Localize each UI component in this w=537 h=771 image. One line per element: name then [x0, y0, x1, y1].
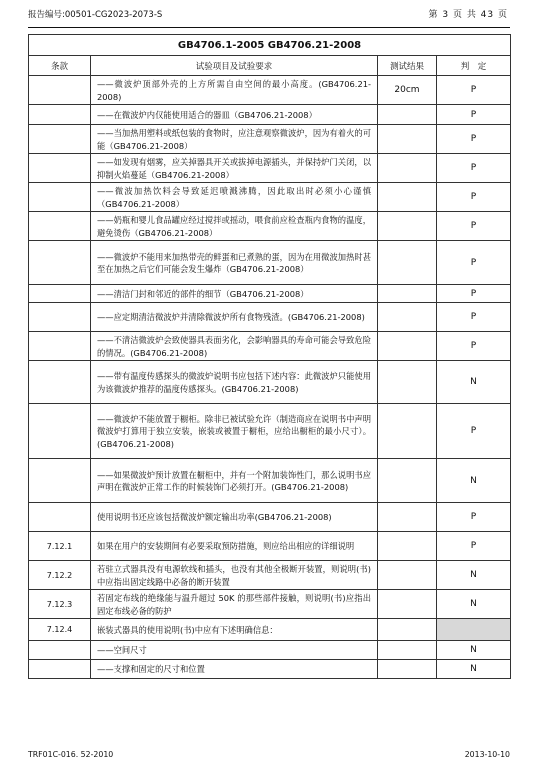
verdict-cell: P	[437, 332, 511, 361]
clause-cell	[29, 332, 91, 361]
requirement-cell: ——当加热用塑料或纸包装的食物时，应注意观察微波炉，因为有着火的可能（GB4706.21-2008）	[91, 125, 378, 154]
result-cell	[378, 285, 437, 303]
table-row	[29, 105, 511, 125]
table-row	[29, 660, 511, 679]
verdict-cell: P	[437, 241, 511, 285]
table-row	[29, 212, 511, 241]
clause-cell	[29, 361, 91, 404]
page-info: 第 3 页 共 43 页	[428, 10, 508, 20]
table-row	[29, 332, 511, 361]
verdict-cell: P	[437, 503, 511, 532]
table-row	[29, 532, 511, 561]
clause-cell: 7.12.3	[29, 590, 91, 619]
result-cell: 20cm	[378, 76, 437, 105]
requirement-cell: ——清洁门封和邻近的部件的细节（GB4706.21-2008）	[91, 285, 378, 303]
table-row	[29, 241, 511, 285]
table-row	[29, 561, 511, 590]
clause-cell	[29, 285, 91, 303]
verdict-cell: P	[437, 154, 511, 183]
col-header-clause: 条款	[29, 56, 91, 76]
result-cell	[378, 503, 437, 532]
requirement-cell: ——微波加热饮料会导致延迟喷溅沸腾，因此取出时必须小心谨慎（GB4706.21-2008）	[91, 183, 378, 212]
verdict-cell: N	[437, 561, 511, 590]
table-row	[29, 361, 511, 404]
clause-cell	[29, 125, 91, 154]
requirement-cell: ——在微波炉内仅能使用适合的器皿（GB4706.21-2008）	[91, 105, 378, 125]
requirement-cell: ——不清洁微波炉会致使器具表面劣化，会影响器具的寿命可能会导致危险的情况。(GB4706.21-2008)	[91, 332, 378, 361]
page-header	[28, 0, 510, 28]
requirement-cell: ——微波炉不能用来加热带壳的鲜蛋和已煮熟的蛋，因为在用微波加热时甚至在加热之后它们可能会发生爆炸（GB4706.21-2008）	[91, 241, 378, 285]
clause-cell	[29, 241, 91, 285]
requirement-cell: ——带有温度传感探头的微波炉说明书应包括下述内容：此微波炉只能使用为该微波炉推荐的温度传感探头。(GB4706.21-2008)	[91, 361, 378, 404]
clause-cell	[29, 660, 91, 679]
clause-cell: 7.12.2	[29, 561, 91, 590]
table-row	[29, 503, 511, 532]
clause-cell	[29, 105, 91, 125]
requirement-cell: 嵌装式器具的使用说明(书)中应有下述明确信息：	[91, 619, 378, 641]
col-header-verdict: 判 定	[437, 56, 511, 76]
test-results-table	[28, 34, 511, 679]
clause-cell	[29, 503, 91, 532]
table-row	[29, 590, 511, 619]
verdict-cell: P	[437, 125, 511, 154]
requirement-cell: ——如果微波炉预计放置在橱柜中，并有一个附加装饰性门，那么说明书应声明在微波炉正常工作的时候装饰门必须打开。(GB4706.21-2008)	[91, 459, 378, 503]
table-row	[29, 619, 511, 641]
clause-cell	[29, 404, 91, 459]
verdict-cell: P	[437, 404, 511, 459]
table-row	[29, 285, 511, 303]
verdict-cell: N	[437, 660, 511, 679]
verdict-cell: P	[437, 76, 511, 105]
clause-cell	[29, 183, 91, 212]
clause-cell	[29, 303, 91, 332]
result-cell	[378, 532, 437, 561]
result-cell	[378, 303, 437, 332]
result-cell	[378, 404, 437, 459]
requirement-cell: ——支撑和固定的尺寸和位置	[91, 660, 378, 679]
table-row	[29, 303, 511, 332]
result-cell	[378, 590, 437, 619]
requirement-cell: ——奶瓶和婴儿食品罐应经过搅拌或摇动，喂食前应检查瓶内食物的温度，避免烫伤（GB4706.21-2008）	[91, 212, 378, 241]
clause-cell	[29, 641, 91, 660]
result-cell	[378, 105, 437, 125]
result-cell	[378, 154, 437, 183]
col-header-requirement: 试验项目及试验要求	[91, 56, 378, 76]
header-rule	[28, 27, 510, 28]
result-cell	[378, 212, 437, 241]
col-header-result: 测试结果	[378, 56, 437, 76]
verdict-cell: P	[437, 183, 511, 212]
clause-cell	[29, 154, 91, 183]
clause-cell	[29, 459, 91, 503]
table-row	[29, 404, 511, 459]
clause-cell	[29, 212, 91, 241]
result-cell	[378, 619, 437, 641]
requirement-cell: ——应定期清洁微波炉并清除微波炉所有食物残渣。(GB4706.21-2008)	[91, 303, 378, 332]
result-cell	[378, 183, 437, 212]
requirement-cell: 使用说明书还应该包括微波炉额定输出功率(GB4706.21-2008)	[91, 503, 378, 532]
table-row	[29, 641, 511, 660]
requirement-cell: ——空间尺寸	[91, 641, 378, 660]
requirement-cell: 如果在用户的安装期间有必要采取预防措施，则应给出相应的详细说明	[91, 532, 378, 561]
verdict-cell: P	[437, 285, 511, 303]
verdict-cell: N	[437, 361, 511, 404]
form-number: TRF01C-016. 52-2010	[28, 750, 114, 759]
requirement-cell: ——微波炉顶部外壳的上方所需自由空间的最小高度。(GB4706.21-2008)	[91, 76, 378, 105]
requirement-cell: ——微波炉不能放置于橱柜。除非已被试验允许（制造商应在说明书中声明微波炉打算用于独立安装，嵌装或被置于橱柜，应给出橱柜的最小尺寸）。(GB4706.21-2008)	[91, 404, 378, 459]
clause-cell: 7.12.4	[29, 619, 91, 641]
standard-title: GB4706.1-2005 GB4706.21-2008	[29, 35, 511, 56]
issue-date: 2013-10-10	[464, 750, 510, 759]
column-header-row	[29, 56, 511, 76]
verdict-cell	[437, 619, 511, 641]
verdict-cell: N	[437, 641, 511, 660]
requirement-cell: 若固定布线的绝缘能与温升超过 50K 的那些部件接触，则说明(书)应指出固定布线必备的防护	[91, 590, 378, 619]
result-cell	[378, 459, 437, 503]
report-number: 报告编号:00501-CG2023-2073-S	[28, 10, 163, 20]
result-cell	[378, 660, 437, 679]
verdict-cell: P	[437, 303, 511, 332]
verdict-cell: P	[437, 105, 511, 125]
table-row	[29, 76, 511, 105]
verdict-cell: N	[437, 590, 511, 619]
clause-cell	[29, 76, 91, 105]
result-cell	[378, 332, 437, 361]
verdict-cell: P	[437, 532, 511, 561]
requirement-cell: 若驻立式器具没有电源软线和插头，也没有其他全极断开装置，则说明(书)中应指出固定线路中必备的断开装置	[91, 561, 378, 590]
clause-cell: 7.12.1	[29, 532, 91, 561]
result-cell	[378, 561, 437, 590]
table-row	[29, 183, 511, 212]
result-cell	[378, 641, 437, 660]
result-cell	[378, 125, 437, 154]
table-row	[29, 459, 511, 503]
table-row	[29, 154, 511, 183]
verdict-cell: P	[437, 212, 511, 241]
result-cell	[378, 241, 437, 285]
requirement-cell: ——如发现有烟雾，应关掉器具开关或拔掉电源插头，并保持炉门关闭，以抑制火焰蔓延（GB4706.21-2008）	[91, 154, 378, 183]
verdict-cell: N	[437, 459, 511, 503]
table-row	[29, 125, 511, 154]
result-cell	[378, 361, 437, 404]
